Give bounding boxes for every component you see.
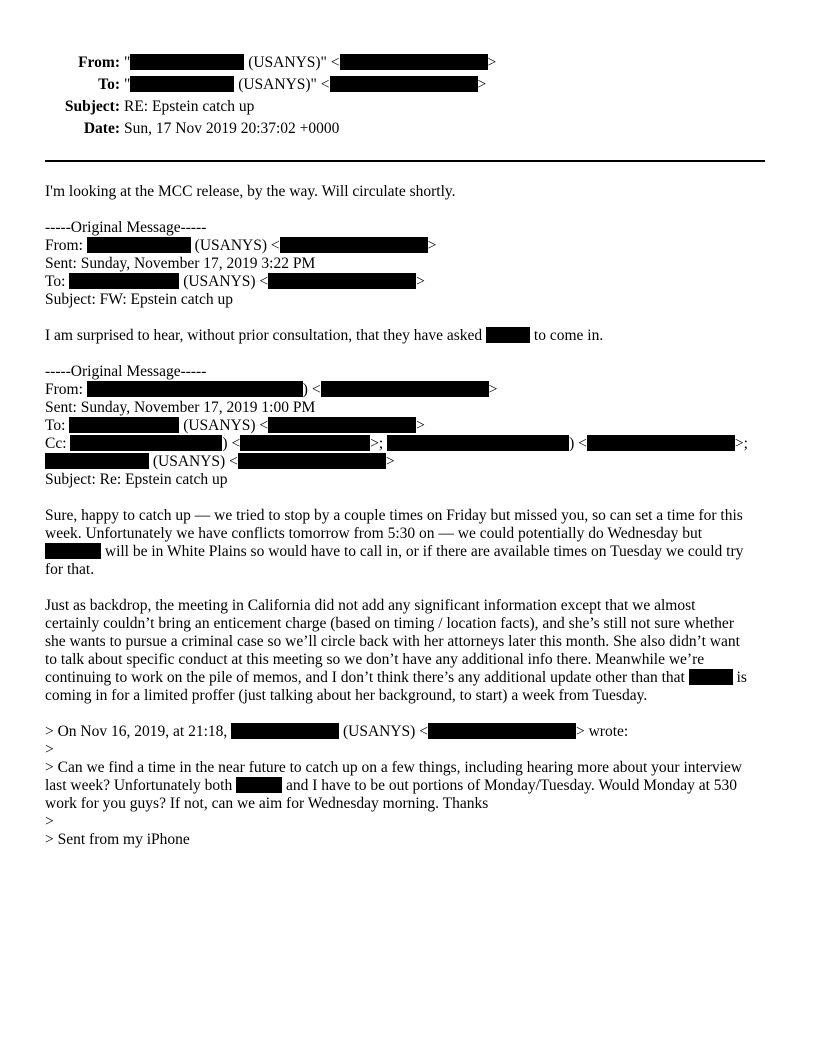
original-message-separator: -----Original Message----- bbox=[45, 363, 207, 380]
quoted-signature: > Sent from my iPhone bbox=[45, 831, 190, 848]
msg2-subject-line: Subject: Re: Epstein catch up bbox=[45, 471, 228, 488]
redaction-block bbox=[70, 435, 222, 451]
quote-mark: " bbox=[124, 76, 131, 93]
msg2-para2-line: Just as backdrop, the meeting in California did not add any significant information except that we almost bbox=[45, 597, 696, 614]
redaction-block bbox=[340, 54, 488, 70]
redaction-block bbox=[87, 237, 191, 253]
from-org: (USANYS)" < bbox=[244, 54, 340, 71]
msg2-para2-line: certainly couldn’t bring an enticement charge (based on timing / location facts), and she’s still not sure whether bbox=[45, 615, 734, 632]
msg1-to-line: To: (USANYS) < > bbox=[45, 273, 425, 290]
quoted-blank-line: > bbox=[45, 741, 54, 758]
quote-mark: " bbox=[124, 54, 131, 71]
header-to-row bbox=[0, 76, 486, 94]
msg2-para2-line: continuing to work on the pile of memos, and I don’t think there’s any additional update other than that is bbox=[45, 669, 747, 686]
header-divider bbox=[45, 160, 765, 162]
msg2-cc-line: Cc: ) < >; ) < >; bbox=[45, 435, 748, 452]
bracket-close: > bbox=[477, 76, 487, 93]
header-date-row bbox=[0, 120, 339, 138]
header-subject-row bbox=[0, 98, 254, 116]
quoted-text-line: > Can we find a time in the near future to catch up on a few things, including hearing more about your interview bbox=[45, 759, 742, 776]
redaction-block bbox=[231, 723, 339, 739]
msg2-para1-line: Sure, happy to catch up — we tried to stop by a couple times on Friday but missed you, so can set a time for this bbox=[45, 507, 743, 524]
msg1-sent-line: Sent: Sunday, November 17, 2019 3:22 PM bbox=[45, 255, 316, 272]
msg2-para2-line: she wants to pursue a criminal case so we’ll circle back with her attorneys later this month. She also didn’t want bbox=[45, 633, 740, 650]
msg2-from-line: From: ) < > bbox=[45, 381, 498, 398]
msg2-para2-line: to talk about specific conduct at this meeting so we don’t have any additional info there. Meanwhile we’re bbox=[45, 651, 705, 668]
msg1-subject-line: Subject: FW: Epstein catch up bbox=[45, 291, 233, 308]
msg2-to-line: To: (USANYS) < > bbox=[45, 417, 425, 434]
redaction-block bbox=[587, 435, 735, 451]
msg2-cc-line-cont: (USANYS) < > bbox=[45, 453, 395, 471]
msg2-para1-line: will be in White Plains so would have to call in, or if there are available times on Tuesday we could try bbox=[45, 543, 743, 561]
redaction-block bbox=[45, 453, 149, 469]
subject-label: Subject: bbox=[64, 98, 120, 115]
redaction-block bbox=[280, 237, 428, 253]
quoted-text-line: work for you guys? If not, can we aim for Wednesday morning. Thanks bbox=[45, 795, 489, 812]
quoted-text-line: last week? Unfortunately both and I have to be out portions of Monday/Tuesday. Would Monday at 530 bbox=[45, 777, 738, 794]
redaction-block bbox=[236, 777, 282, 793]
redaction-block bbox=[330, 76, 478, 92]
to-label: To: bbox=[98, 76, 120, 93]
date-value: Sun, 17 Nov 2019 20:37:02 +0000 bbox=[124, 120, 340, 137]
redaction-block bbox=[45, 543, 101, 559]
redaction-block bbox=[689, 669, 733, 685]
redaction-block bbox=[321, 381, 489, 397]
redaction-block bbox=[387, 435, 569, 451]
subject-value: RE: Epstein catch up bbox=[124, 98, 255, 115]
quoted-intro-line: > On Nov 16, 2019, at 21:18, (USANYS) < > wrote: bbox=[45, 723, 629, 740]
redaction-block bbox=[486, 327, 530, 343]
msg2-para1-line: week. Unfortunately we have conflicts tomorrow from 5:30 on — we could potentially do Wednesday but bbox=[45, 525, 703, 542]
reply-text: I'm looking at the MCC release, by the way. Will circulate shortly. bbox=[45, 183, 456, 200]
redaction-block bbox=[240, 435, 370, 451]
redaction-block bbox=[69, 273, 179, 289]
redaction-block bbox=[130, 54, 244, 70]
msg2-para1-line: for that. bbox=[45, 561, 95, 578]
original-message-separator: -----Original Message----- bbox=[45, 219, 207, 236]
redaction-block bbox=[268, 417, 416, 433]
to-org: (USANYS)" < bbox=[234, 76, 330, 93]
redaction-block bbox=[268, 273, 416, 289]
msg2-para2-line: coming in for a limited proffer (just talking about her background, to start) a week from Tuesday. bbox=[45, 687, 648, 704]
quoted-blank-line: > bbox=[45, 813, 54, 830]
redaction-block bbox=[130, 76, 234, 92]
header-from-row bbox=[0, 54, 496, 72]
redaction-block bbox=[87, 381, 303, 397]
from-label: From: bbox=[78, 54, 120, 71]
redaction-block bbox=[69, 417, 179, 433]
date-label: Date: bbox=[83, 120, 120, 137]
msg2-sent-line: Sent: Sunday, November 17, 2019 1:00 PM bbox=[45, 399, 316, 416]
bracket-close: > bbox=[487, 54, 497, 71]
msg1-from-line: From: (USANYS) < > bbox=[45, 237, 437, 254]
msg1-body: I am surprised to hear, without prior consultation, that they have asked to come in. bbox=[45, 327, 604, 344]
redaction-block bbox=[238, 453, 386, 469]
redaction-block bbox=[428, 723, 576, 739]
